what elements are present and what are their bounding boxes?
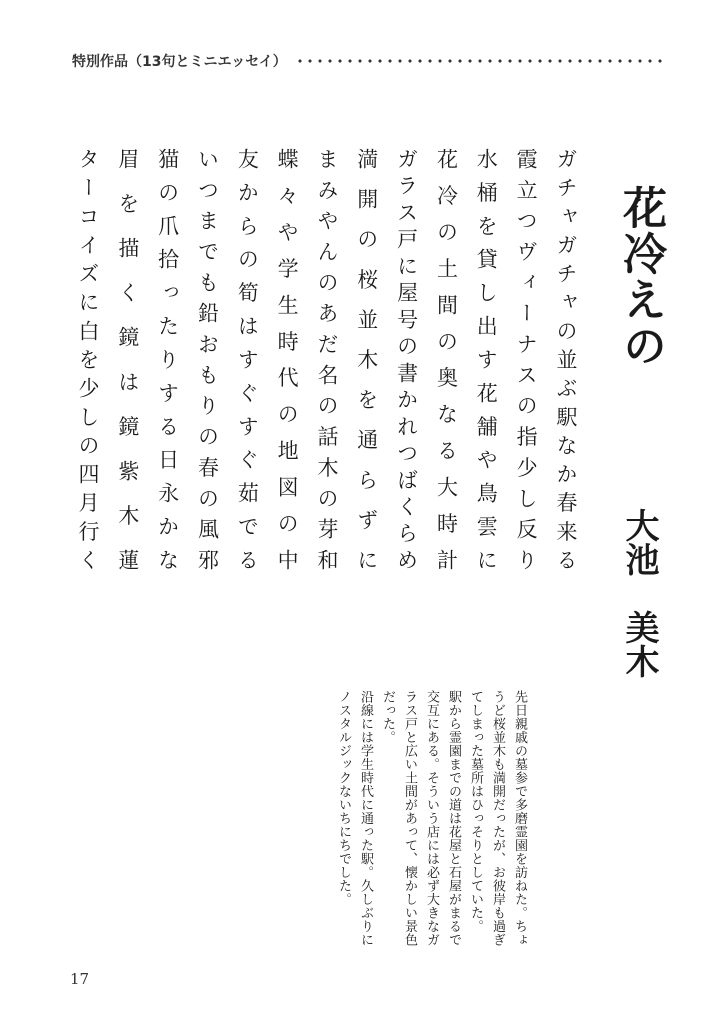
- haiku-line: いつまでも鉛おもりの春の風邪: [195, 148, 220, 570]
- haiku-line: ガチャガチャの並ぶ駅なか春来る: [553, 148, 578, 570]
- haiku-line: 満開の桜並木を通らずに: [354, 148, 379, 570]
- haiku-line: 花冷の土間の奥なる大時計: [434, 148, 459, 570]
- dotted-leader: [295, 58, 662, 64]
- haiku-line: ガラス戸に屋号の書かれつばくらめ: [394, 148, 419, 570]
- author-name: 大池 美木: [619, 508, 659, 678]
- section-header-label: 特別作品（13句とミニエッセイ）: [72, 54, 287, 70]
- essay-paragraph: 先日親戚の墓参で多磨霊園を訪ねた。ちょうど桜並木も満開だったが、お彼岸も過ぎてしまった墓所はひっそりとしていた。: [468, 690, 527, 947]
- haiku-line: 蝶々や学生時代の地図の中: [275, 148, 300, 570]
- haiku-line: 水桶を貸し出す花舗や鳥雲に: [474, 148, 499, 570]
- section-header: [72, 49, 662, 73]
- essay-paragraph: 駅から霊園までの道は花屋と石屋がまるで交互にある。そういう店には必ず大きなガラス戸と広い土間があって、懐かしい景色だった。: [380, 690, 461, 947]
- essay-paragraph: 沿線には学生時代に通った駅。久しぶりにノスタルジックないちにちでした。: [336, 690, 373, 947]
- haiku-line: 眉を描く鏡は鏡紫木蓮: [115, 148, 140, 570]
- haiku-line: 霞立つヴィーナスの指少し反り: [514, 148, 539, 570]
- page-title: 花冷えの: [615, 185, 666, 369]
- mini-essay: [286, 690, 530, 950]
- page-number: 17: [70, 970, 90, 988]
- haiku-line: 友からの筍はすぐすぐ茹でる: [235, 148, 260, 570]
- haiku-line: まみやんのあだ名の話木の芽和: [314, 148, 339, 570]
- haiku-line: ターコイズに白を少しの四月行く: [76, 148, 100, 570]
- haiku-column-block: [72, 148, 582, 578]
- haiku-line: 猫の爪拾ったりする日永かな: [155, 148, 180, 570]
